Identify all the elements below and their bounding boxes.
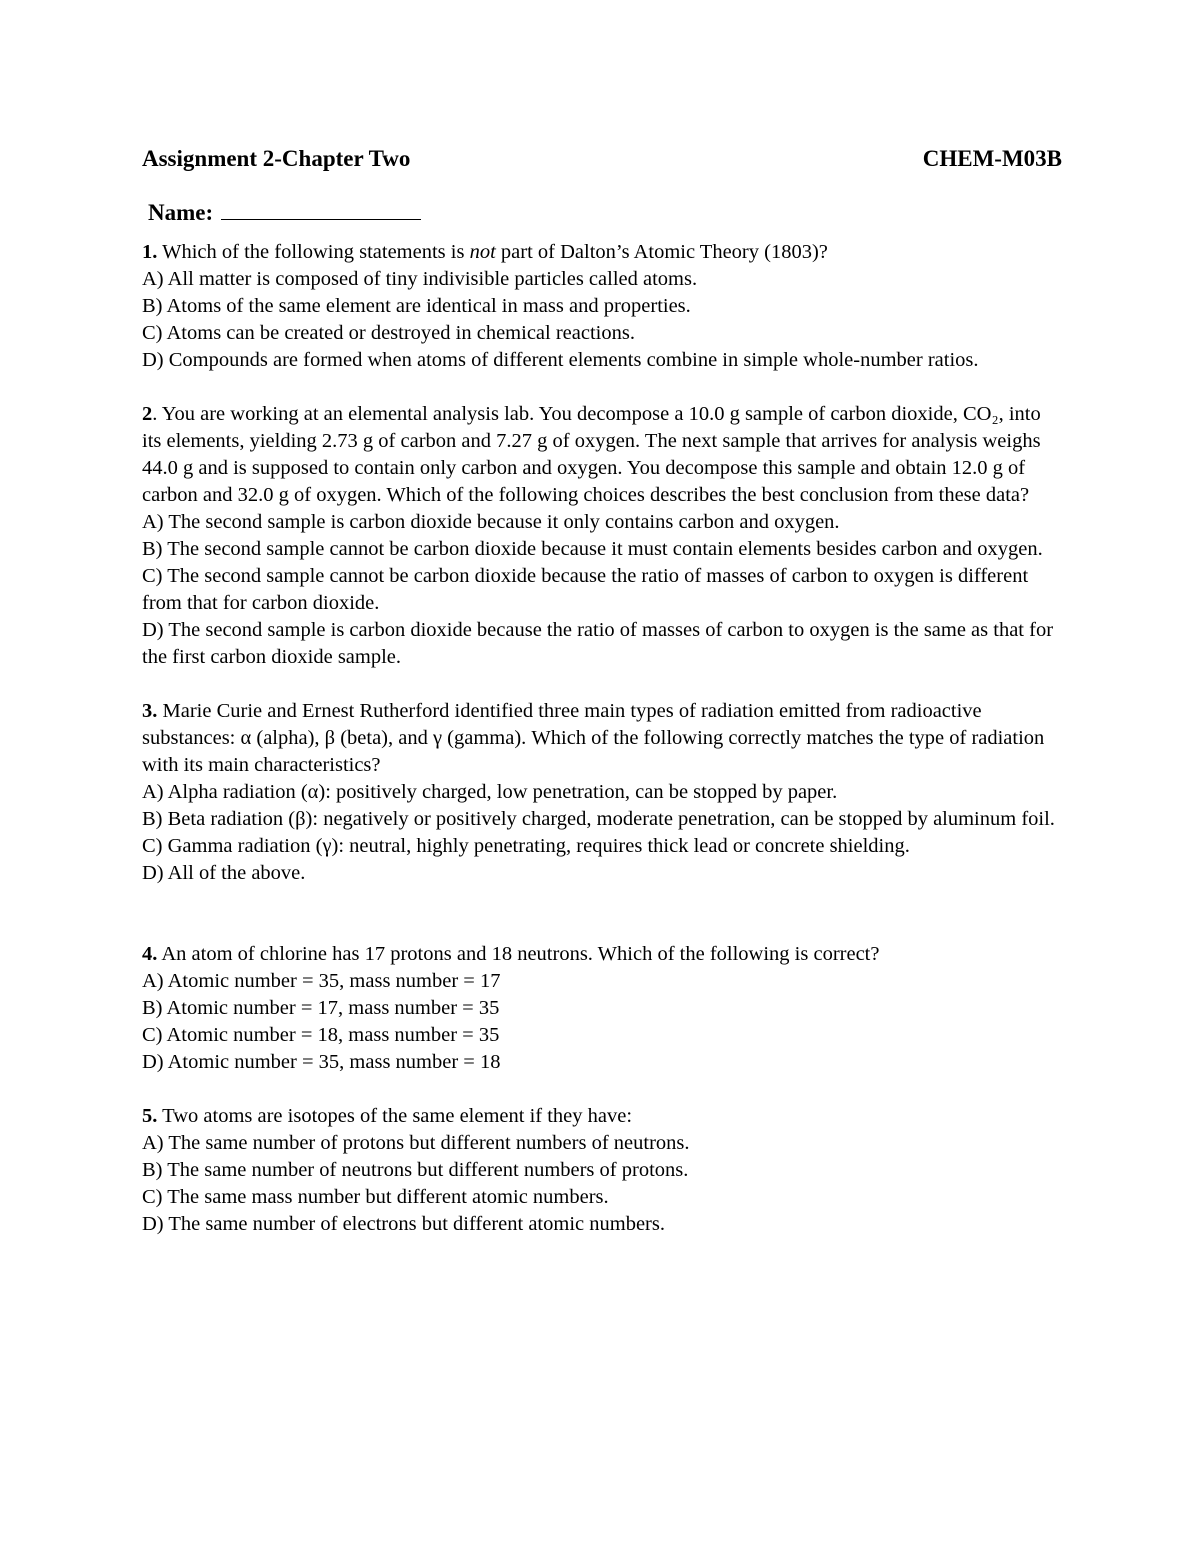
question-4 [142,941,1062,1076]
answer-option-b: B) Beta radiation (β): negatively or positively charged, moderate penetration, can be stopped by aluminum foil. [142,808,1055,830]
question-stem: 5. Two atoms are isotopes of the same element if they have: [142,1105,633,1127]
question-number: 1. [142,241,158,263]
document-page [142,143,1062,1238]
answer-option-d: D) The same number of electrons but different atomic numbers. [142,1213,665,1235]
question-number: 2 [142,403,153,425]
answer-option-d: D) Compounds are formed when atoms of different elements combine in simple whole-number ratios. [142,349,979,371]
answer-option-d: D) Atomic number = 35, mass number = 18 [142,1051,501,1073]
question-stem: 1. Which of the following statements is not part of Dalton’s Atomic Theory (1803)? [142,241,828,263]
name-label: Name: [148,200,214,225]
answer-option-c: C) The same mass number but different atomic numbers. [142,1186,609,1208]
answer-option-a: A) Atomic number = 35, mass number = 17 [142,970,501,992]
question-stem: 2. You are working at an elemental analysis lab. You decompose a 10.0 g sample of carbon dioxide, CO₂, into its elements, yielding 2.73 g of carbon and 7.27 g of oxygen. The next sample that arrives for analysis weighs 44.0 g and is supposed to contain only carbon and oxygen. You decompose this sample and obtain 12.0 g of carbon and 32.0 g of oxygen. Which of the following choices describes the best conclusion from these data? [142,403,1041,506]
answer-option-d: D) The second sample is carbon dioxide because the ratio of masses of carbon to oxygen is the same as that for the first carbon dioxide sample. [142,619,1054,668]
answer-option-c: C) Gamma radiation (γ): neutral, highly penetrating, requires thick lead or concrete shielding. [142,835,910,857]
question-5 [142,1103,1062,1238]
question-number: 5. [142,1105,158,1127]
question-number: 4. [142,943,158,965]
question-number: 3. [142,700,158,722]
answer-option-b: B) The second sample cannot be carbon dioxide because it must contain elements besides carbon and oxygen. [142,538,1043,560]
answer-option-c: C) Atoms can be created or destroyed in chemical reactions. [142,322,635,344]
question-stem: 3. Marie Curie and Ernest Rutherford identified three main types of radiation emitted from radioactive substances: α (alpha), β (beta), and γ (gamma). Which of the following correctly matches the type of radiation with its main characteristics? [142,700,1045,776]
answer-option-b: B) The same number of neutrons but different numbers of protons. [142,1159,689,1181]
answer-option-a: A) The same number of protons but different numbers of neutrons. [142,1132,690,1154]
answer-option-a: A) The second sample is carbon dioxide because it only contains carbon and oxygen. [142,511,840,533]
answer-option-d: D) All of the above. [142,862,306,884]
name-field [148,197,1062,229]
course-code: CHEM-M03B [922,146,1062,171]
answer-option-a: A) All matter is composed of tiny indivisible particles called atoms. [142,268,698,290]
answer-option-a: A) Alpha radiation (α): positively charged, low penetration, can be stopped by paper. [142,781,838,803]
name-blank-line[interactable] [221,197,421,220]
question-2 [142,401,1062,671]
assignment-title: Assignment 2-Chapter Two [142,146,411,171]
question-1 [142,239,1062,374]
emphasis-text: not [469,241,496,263]
question-stem: 4. An atom of chlorine has 17 protons and 18 neutrons. Which of the following is correct? [142,943,880,965]
question-3 [142,698,1062,887]
answer-option-b: B) Atoms of the same element are identical in mass and properties. [142,295,691,317]
answer-option-c: C) Atomic number = 18, mass number = 35 [142,1024,500,1046]
document-header [142,143,1062,175]
answer-option-c: C) The second sample cannot be carbon dioxide because the ratio of masses of carbon to oxygen is different from that for carbon dioxide. [142,565,1029,614]
answer-option-b: B) Atomic number = 17, mass number = 35 [142,997,500,1019]
